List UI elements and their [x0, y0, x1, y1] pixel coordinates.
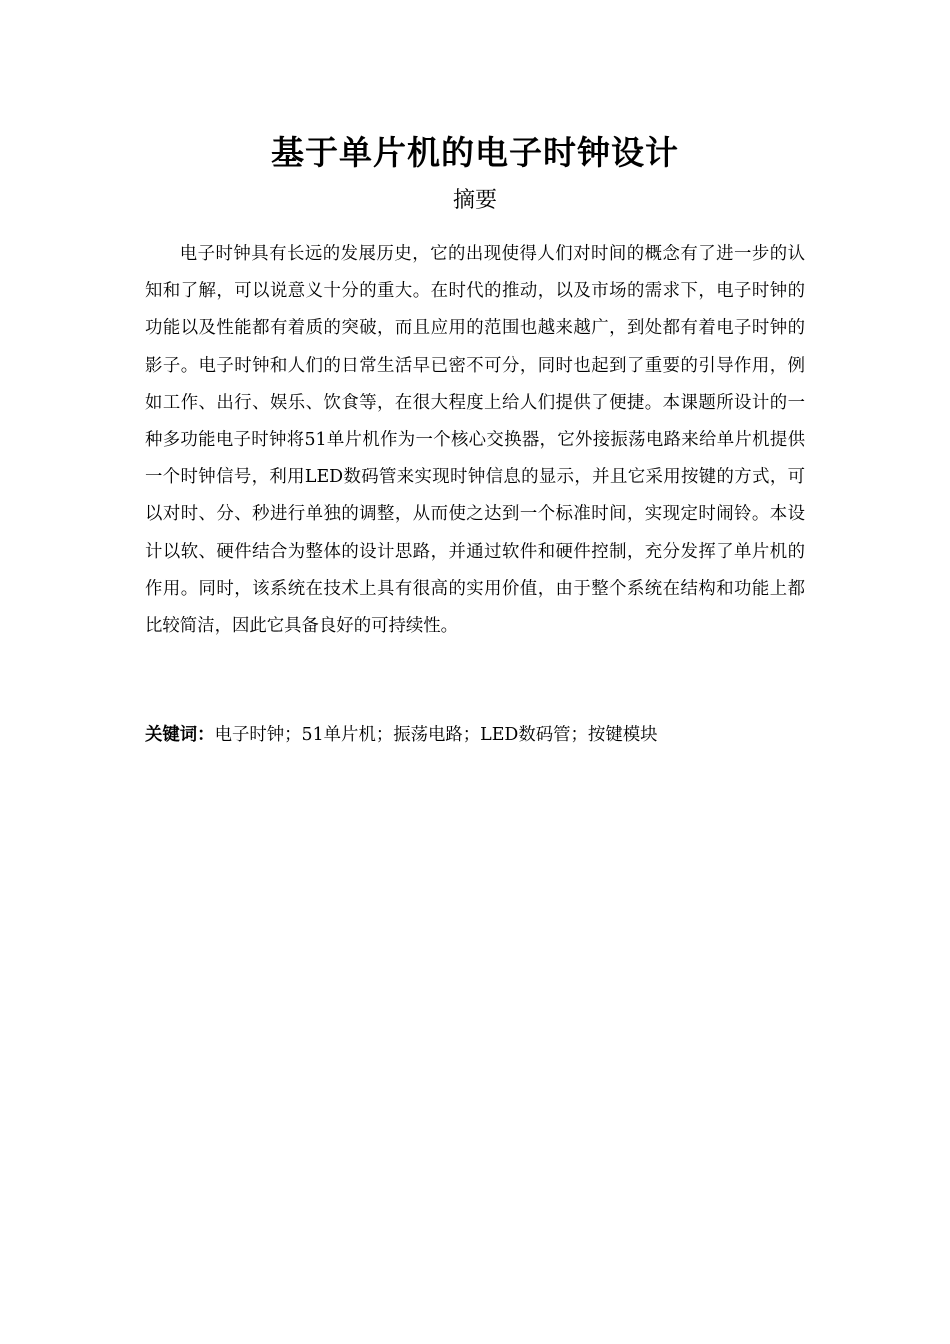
keywords-line [145, 718, 805, 752]
keywords-text: 电子时钟；51单片机；振荡电路；LED数码管；按键模块 [214, 725, 658, 745]
keywords-label: 关键词： [145, 725, 215, 745]
document-title: 基于单片机的电子时钟设计 [271, 133, 679, 172]
abstract-heading: 摘要 [452, 188, 497, 213]
abstract-paragraph: 电子时钟具有长远的发展历史，它的出现使得人们对时间的概念有了进一步的认知和了解，可以说意义十分的重大。在时代的推动，以及市场的需求下，电子时钟的功能以及性能都有着质的突破，而且应用的范围也越来越广，到处都有着电子时钟的影子。电子时钟和人们的日常生活早已密不可分，同时也起到了重要的引导作用，例如工作、出行、娱乐、饮食等，在很大程度上给人们提供了便捷。本课题所设计的一种多功能电子时钟将51单片机作为一个核心交换器，它外接振荡电路来给单片机提供一个时钟信号，利用LED数码管来实现时钟信息的显示，并且它采用按键的方式，可以对时、分、秒进行单独的调整，从而使之达到一个标准时间，实现定时闹铃。本设计以软、硬件结合为整体的设计思路，并通过软件和硬件控制，充分发挥了单片机的作用。同时，该系统在技术上具有很高的实用价值，由于整个系统在结构和功能上都比较简洁，因此它具备良好的可持续性。 [145, 244, 805, 637]
